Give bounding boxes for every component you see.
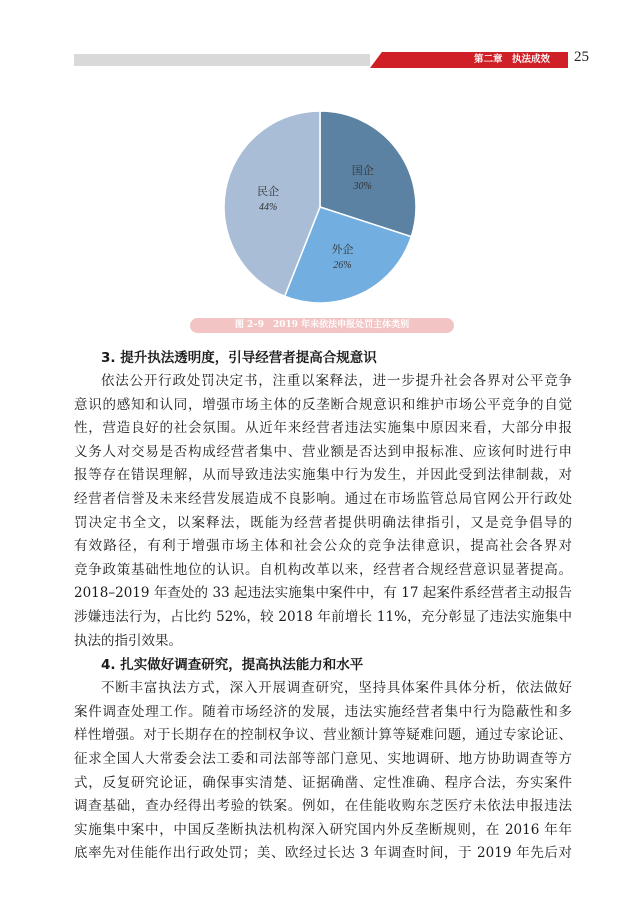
pie-chart-svg	[200, 105, 440, 305]
text-line: 罚决定书全文，以案释法，既能为经营者提供明确法律指引，又是竞争倡导的	[74, 514, 572, 531]
pie-chart	[200, 105, 440, 309]
text-line: 性，营造良好的社会氛围。从近年来经营者违法实施集中原因来看，大部分申报	[74, 420, 572, 437]
text-line: 有效路径，有利于增强市场主体和社会公众的竞争法律意识，提高社会各界对	[74, 538, 572, 555]
body-text	[74, 346, 572, 866]
text-line: 底率先对佳能作出行政处罚；美、欧经过长达 3 年调查时间，于 2019 年先后对	[74, 845, 572, 862]
text-line: 执法的指引效果。	[74, 632, 182, 649]
pie-slice-percent: 30%	[353, 180, 372, 192]
text-line: 涉嫌违法行为，占比约 52%，较 2018 年前增长 11%，充分彰显了违法实施集中	[74, 608, 572, 625]
running-header	[74, 52, 568, 68]
pie-slice-label: 外企	[331, 242, 354, 256]
text-line: 式，反复研究论证，确保事实清楚、证据确凿、定性准确、程序合法，夯实案件	[74, 774, 572, 791]
text-line: 2018–2019 年查处的 33 起违法实施集中案件中，有 17 起案件系经营者主动报告	[74, 585, 572, 602]
pie-slice-percent: 26%	[333, 259, 352, 271]
text-line: 不断丰富执法方式，深入开展调查研究，坚持具体案件具体分析，依法做好	[101, 680, 572, 697]
text-line: 案件调查处理工作。随着市场经济的发展，违法实施经营者集中行为隐蔽性和多	[74, 703, 572, 720]
page-number: 25	[574, 49, 589, 65]
text-line: 经营者信誉及未来经营发展造成不良影响。通过在市场监管总局官网公开行政处	[74, 490, 572, 507]
text-line: 依法公开行政处罚决定书，注重以案释法，进一步提升社会各界对公平竞争	[101, 373, 572, 389]
text-line: 征求全国人大常委会法工委和司法部等部门意见、实地调研、地方协助调查等方	[74, 750, 572, 767]
section-heading-3: 3. 提升执法透明度，引导经营者提高合规意识	[101, 350, 377, 366]
text-line: 报等存在错误理解，从而导致违法实施集中行为发生，并因此受到法律制裁，对	[74, 467, 572, 484]
section-heading-4: 4. 扎实做好调查研究，提高执法能力和水平	[101, 657, 364, 674]
text-line: 义务人对交易是否构成经营者集中、营业额是否达到申报标准、应该何时进行申	[74, 443, 572, 460]
header-gray-band	[74, 54, 370, 66]
text-line: 调查基础，查办经得出考验的铁案。例如，在佳能收购东芝医疗未依法申报违法	[74, 798, 572, 815]
text-line: 意识的感知和认同，增强市场主体的反垄断合规意识和维护市场公平竞争的自觉	[74, 396, 572, 413]
section-3-paragraph	[74, 370, 572, 653]
pie-slice-percent: 44%	[258, 202, 278, 214]
text-line: 样性增强。对于长期存在的控制权争议、营业额计算等疑难问题，通过专家论证、	[74, 727, 572, 744]
figure-caption: 图 2–9 2019 年未依法申报处罚主体类别	[190, 318, 454, 333]
chapter-title: 第二章 执法成效	[474, 54, 551, 65]
text-line: 实施集中案中，中国反垄断执法机构深入研究国内外反垄断规则，在 2016 年年	[74, 821, 572, 838]
pie-slice-label: 民企	[257, 185, 280, 199]
pie-slice-label: 国企	[351, 163, 374, 177]
section-4-paragraph	[74, 677, 572, 866]
text-line: 竞争政策基础性地位的认识。自机构改革以来，经营者合规经营意识显著提高。	[74, 561, 572, 578]
